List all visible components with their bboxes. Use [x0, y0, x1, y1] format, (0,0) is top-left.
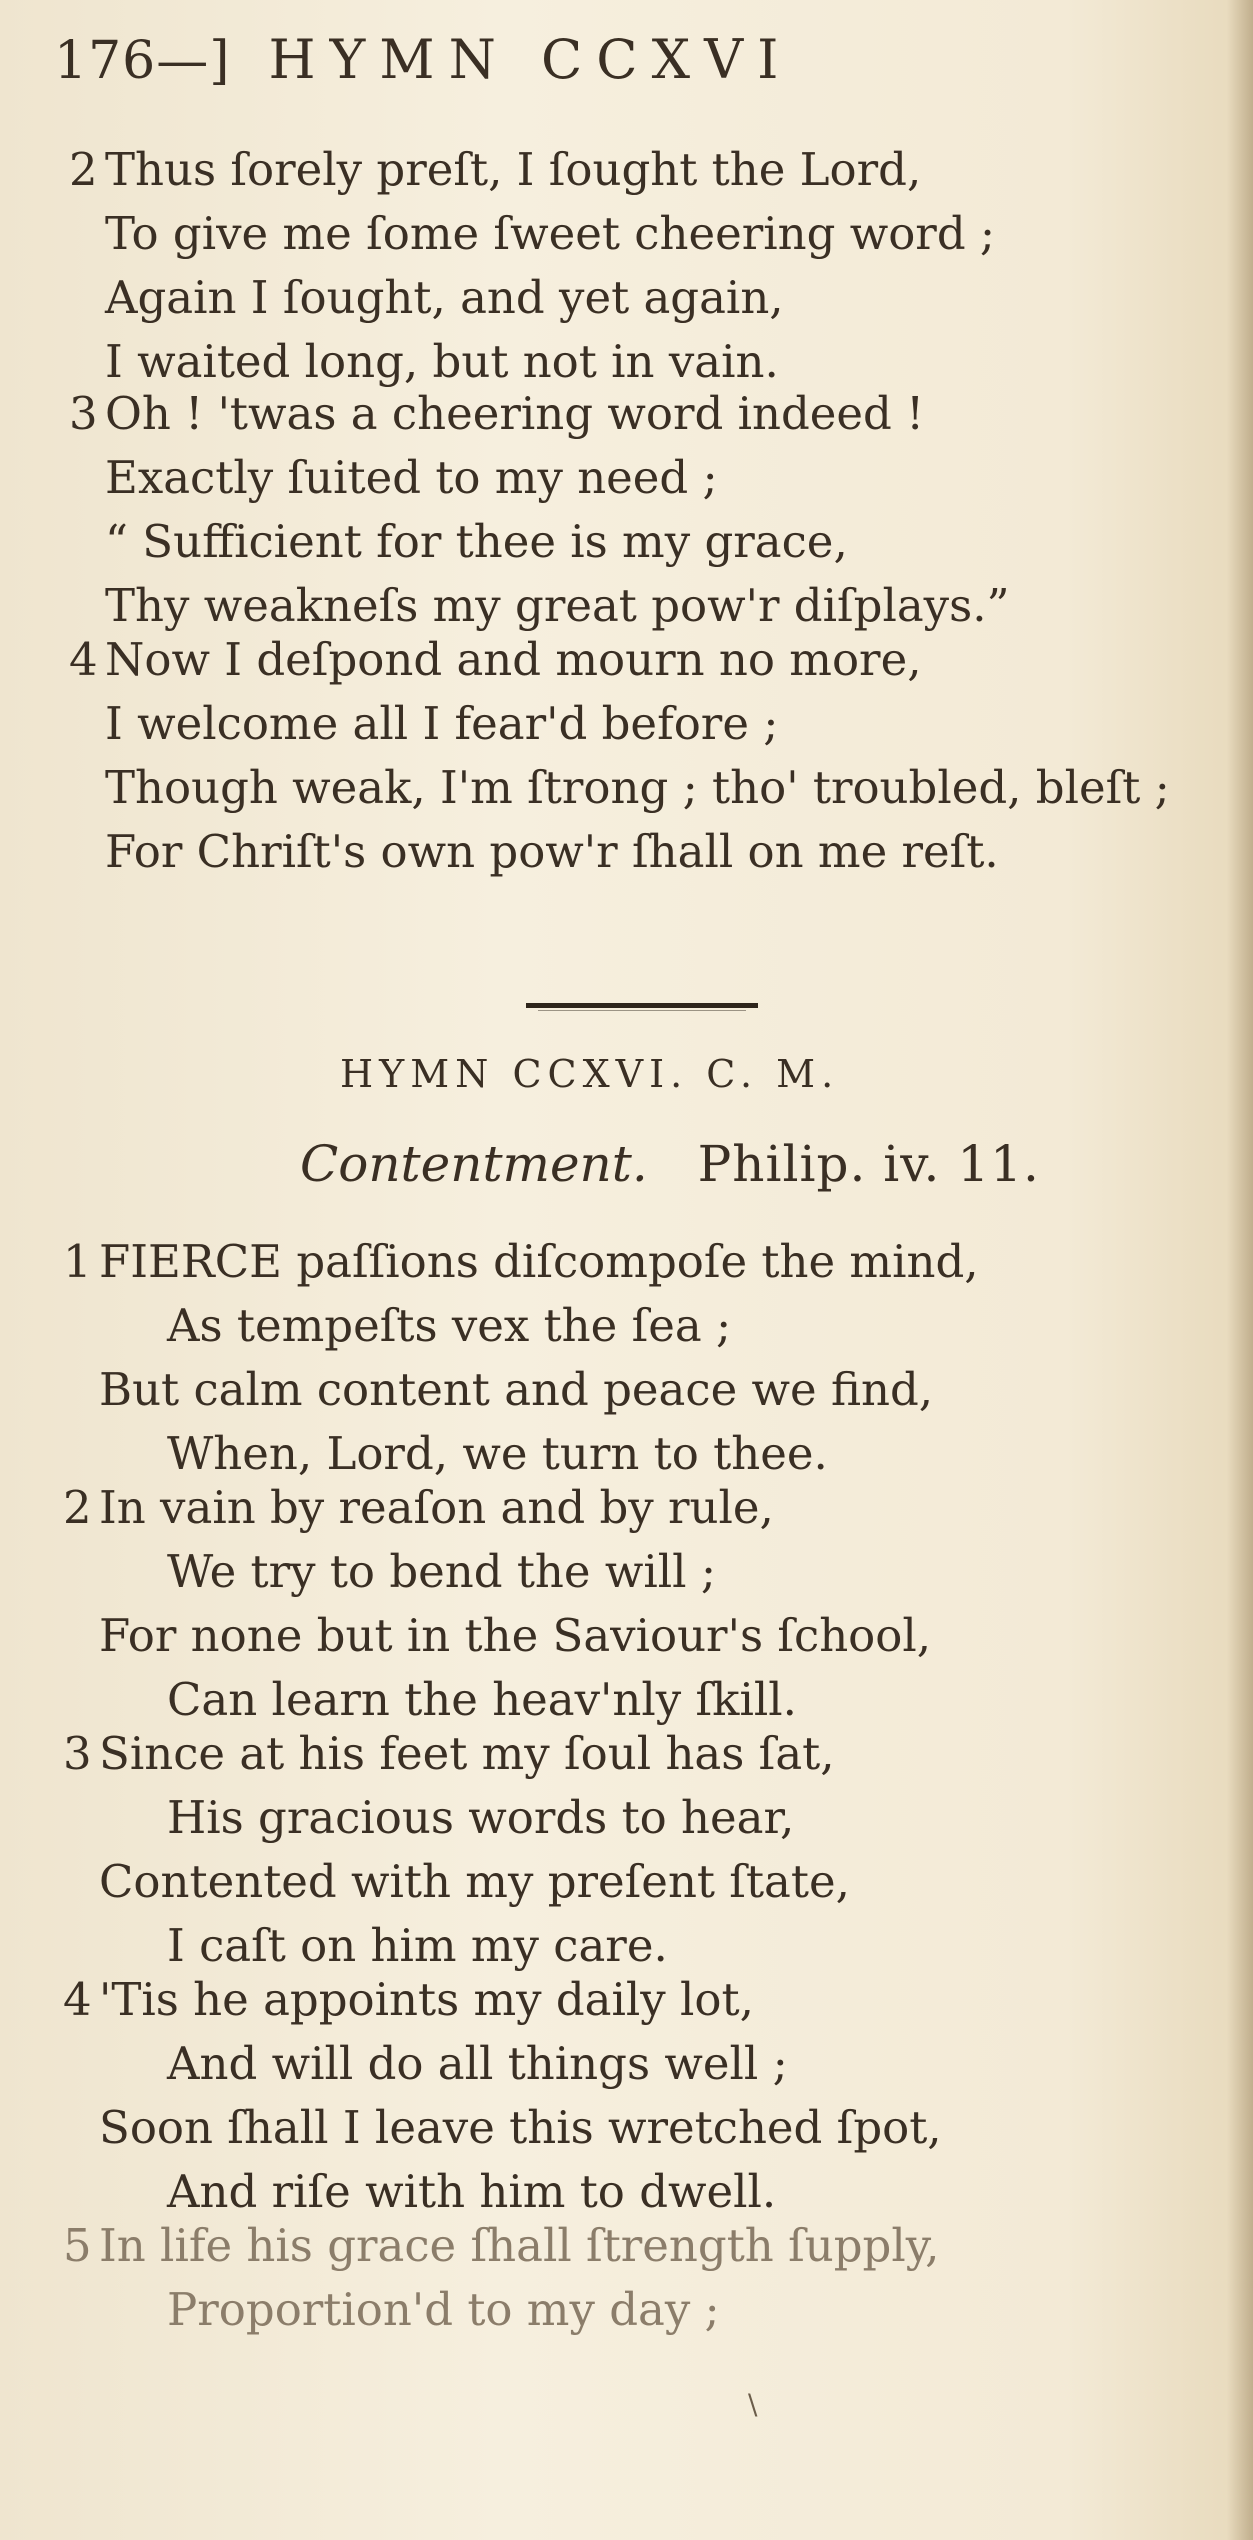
- verse-number: 2: [63, 1481, 92, 1534]
- verse-line: To give me ſome ſweet cheering word ;: [105, 207, 996, 260]
- verse-line: Again I ſought, and yet again,: [105, 271, 784, 324]
- verse-line: 'Tis he appoints my daily lot,: [99, 1973, 754, 2026]
- hymn-heading: HYMN CCXVI. C. M.: [340, 1052, 840, 1096]
- hymn-verse-3: [63, 1722, 850, 1978]
- verse-number: 3: [63, 1727, 92, 1780]
- verse-line: FIERCE paſſions diſcompoſe the mind,: [99, 1235, 979, 1288]
- hymn-verse-2: [63, 1476, 932, 1732]
- verse-line: For none but in the Saviour's ſchool,: [99, 1609, 932, 1662]
- verse-line: Soon ſhall I leave this wretched ſpot,: [99, 2101, 942, 2154]
- verse-line: His gracious words to hear,: [167, 1791, 795, 1844]
- verse-line: “ Sufficient for thee is my grace,: [105, 515, 848, 568]
- scripture-reference: Philip. iv. 11.: [697, 1135, 1040, 1193]
- verse-line: Thus ſorely preſt, I ſought the Lord,: [105, 143, 922, 196]
- page-number: 176—]: [54, 31, 231, 91]
- page-edge: [1227, 0, 1253, 2540]
- hymn-verse-5: [63, 2214, 940, 2342]
- verse-line: Proportion'd to my day ;: [167, 2283, 720, 2336]
- verse-line: Though weak, I'm ſtrong ; tho' troubled, bleſt ;: [105, 761, 1170, 814]
- header-title: HYMN CCXVI: [268, 28, 793, 91]
- running-header: [54, 28, 894, 108]
- verse-number: 1: [63, 1235, 92, 1288]
- verse-number: 5: [63, 2219, 92, 2272]
- verse-line: Thy weakneſs my great pow'r diſplays.”: [105, 579, 1010, 632]
- verse-number: 3: [69, 387, 98, 440]
- verse-line: I waited long, but not in vain.: [105, 335, 779, 388]
- verse-number: 4: [69, 633, 98, 686]
- verse-line: Contented with my preſent ſtate,: [99, 1855, 850, 1908]
- verse-line: And riſe with him to dwell.: [167, 2165, 777, 2218]
- verse-line: But calm content and peace we find,: [99, 1363, 934, 1416]
- hymn-subject: Contentment.: [300, 1135, 648, 1193]
- verse-line: When, Lord, we turn to thee.: [167, 1427, 828, 1480]
- hymn-subject-line: [300, 1135, 1120, 1205]
- verse-line: For Chriſt's own pow'r ſhall on me reſt.: [105, 825, 999, 878]
- footer-mark: \: [748, 2388, 758, 2421]
- verse-line: As tempeſts vex the ſea ;: [167, 1299, 732, 1352]
- verse-line: In life his grace ſhall ſtrength ſupply,: [99, 2219, 940, 2272]
- verse-number: 2: [69, 143, 98, 196]
- verse-line: I caſt on him my care.: [167, 1919, 668, 1972]
- verse-line: Can learn the heav'nly ſkill.: [167, 1673, 797, 1726]
- verse-line: We try to bend the will ;: [167, 1545, 717, 1598]
- previous-hymn-verse-2: [69, 138, 996, 394]
- hymn-verse-1: [63, 1230, 979, 1486]
- verse-line: Exactly ſuited to my need ;: [105, 451, 718, 504]
- verse-number: 4: [63, 1973, 92, 2026]
- previous-hymn-verse-4: [69, 628, 1170, 884]
- verse-line: I welcome all I fear'd before ;: [105, 697, 779, 750]
- verse-line: And will do all things well ;: [167, 2037, 788, 2090]
- hymn-verse-4: [63, 1968, 942, 2224]
- section-divider-rule: [526, 1003, 758, 1008]
- verse-line: Oh ! 'twas a cheering word indeed !: [105, 387, 925, 440]
- previous-hymn-verse-3: [69, 382, 1010, 638]
- verse-line: Since at his feet my ſoul has ſat,: [99, 1727, 835, 1780]
- verse-line: Now I deſpond and mourn no more,: [105, 633, 922, 686]
- verse-line: In vain by reaſon and by rule,: [99, 1481, 774, 1534]
